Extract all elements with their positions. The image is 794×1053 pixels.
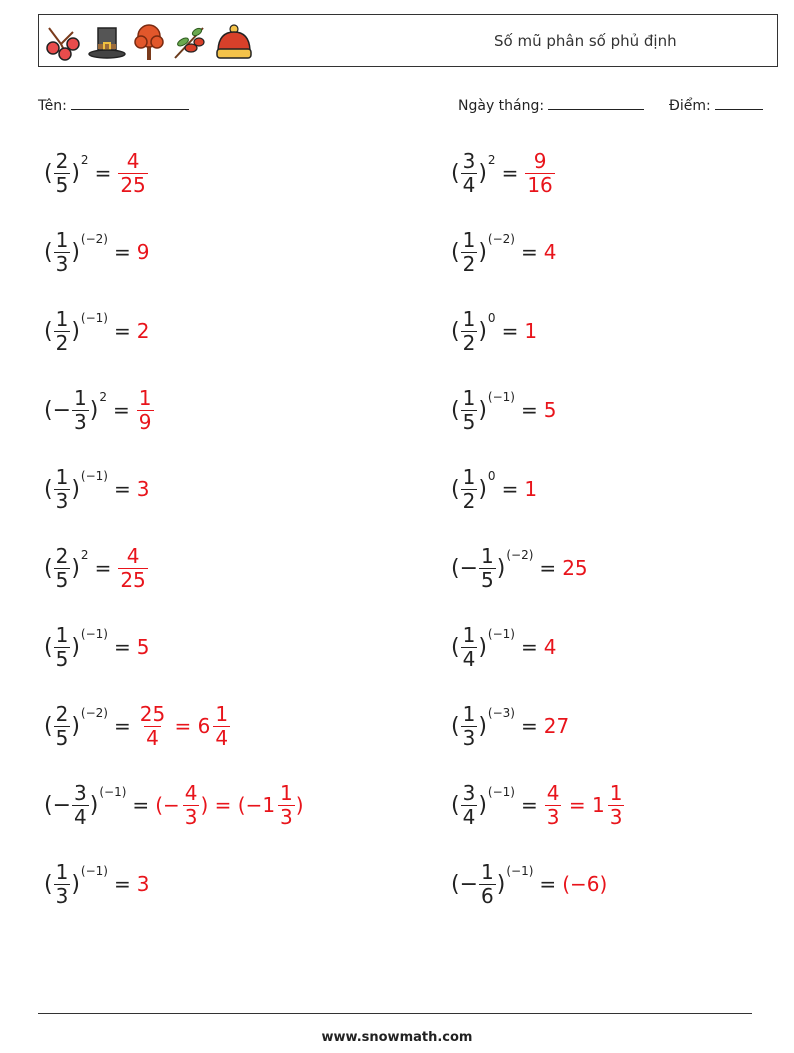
- denominator: 4: [462, 804, 476, 829]
- numerator: 4: [126, 148, 140, 173]
- answer-text: ): [295, 793, 304, 817]
- answer-text: (−6): [562, 872, 608, 896]
- denominator: 3: [280, 804, 293, 829]
- base-fraction: [461, 227, 478, 276]
- equals-sign: =: [520, 240, 538, 264]
- denominator: 3: [546, 804, 560, 829]
- answer-fraction: [608, 780, 625, 829]
- answer-text: 3: [136, 872, 150, 896]
- problem-item: [44, 301, 151, 361]
- problem-item: [44, 854, 151, 914]
- problem-item: [44, 775, 306, 835]
- name-label: Tên:: [38, 98, 67, 114]
- numerator: 1: [280, 780, 293, 805]
- base-fraction: [461, 780, 478, 829]
- close-paren: ): [478, 792, 487, 818]
- open-paren: (: [451, 318, 460, 344]
- open-paren: (: [44, 476, 53, 502]
- answer-fraction: [137, 385, 154, 434]
- numerator: 1: [55, 227, 69, 252]
- exponent: (−2): [487, 232, 515, 246]
- close-paren: ): [71, 555, 80, 581]
- equals-sign: =: [520, 398, 538, 422]
- answer-text: ) = (−1: [200, 793, 276, 817]
- answer: [155, 780, 305, 829]
- answer: [544, 240, 559, 264]
- denominator: 9: [138, 409, 152, 434]
- exponent: 0: [487, 311, 496, 325]
- close-paren: ): [478, 397, 487, 423]
- close-paren: ): [71, 871, 80, 897]
- numerator: 1: [462, 701, 476, 726]
- answer: [544, 398, 559, 422]
- exponent: (−2): [506, 548, 534, 562]
- numerator: 1: [55, 859, 69, 884]
- close-paren: ): [478, 713, 487, 739]
- score-label: Điểm:: [669, 98, 711, 114]
- base-fraction: [461, 385, 478, 434]
- open-paren: (−: [451, 871, 479, 897]
- numerator: 1: [74, 385, 87, 410]
- rosehip-branch-icon: [171, 22, 209, 62]
- denominator: 3: [55, 251, 69, 276]
- numerator: 4: [184, 780, 198, 805]
- denominator: 2: [462, 488, 476, 513]
- problem-item: [451, 459, 539, 519]
- exponent: 2: [99, 390, 107, 404]
- footer-divider: [38, 1013, 752, 1014]
- base-fraction: [479, 543, 496, 592]
- exponent: (−1): [80, 469, 108, 483]
- denominator: 25: [120, 172, 146, 197]
- close-paren: ): [71, 318, 80, 344]
- equals-sign: =: [520, 793, 538, 817]
- base-fraction: [54, 464, 71, 513]
- close-paren: ): [496, 871, 506, 897]
- open-paren: (: [44, 555, 53, 581]
- numerator: 2: [55, 543, 69, 568]
- exponent: 0: [487, 469, 496, 483]
- pilgrim-hat-icon: [87, 22, 127, 62]
- denominator: 16: [527, 172, 553, 197]
- date-blank[interactable]: [548, 95, 644, 110]
- denominator: 4: [215, 725, 229, 750]
- answer: [544, 635, 559, 659]
- open-paren: (: [44, 871, 53, 897]
- answer-fraction: [525, 148, 554, 197]
- close-paren: ): [71, 160, 80, 186]
- problem-item: [451, 143, 556, 203]
- score-blank[interactable]: [715, 95, 763, 110]
- exponent: (−1): [506, 864, 534, 878]
- close-paren: ): [478, 634, 487, 660]
- equals-sign: =: [113, 319, 131, 343]
- numerator: 3: [462, 780, 476, 805]
- base-fraction: [72, 780, 89, 829]
- base-fraction: [54, 543, 71, 592]
- numerator: 2: [55, 701, 69, 726]
- problem-item: [44, 143, 149, 203]
- equals-sign: =: [113, 714, 131, 738]
- close-paren: ): [71, 634, 80, 660]
- equals-sign: =: [113, 398, 130, 422]
- numerator: 3: [74, 780, 87, 805]
- winter-hat-icon: [213, 22, 255, 62]
- answer-fraction: [213, 701, 230, 750]
- open-paren: (: [451, 713, 460, 739]
- open-paren: (: [451, 476, 460, 502]
- worksheet-title: Số mũ phân số phủ định: [494, 32, 677, 50]
- exponent: (−1): [80, 627, 108, 641]
- exponent: 2: [80, 153, 89, 167]
- answer-text: 5: [543, 398, 557, 422]
- exponent: (−1): [80, 311, 108, 325]
- date-field: [458, 95, 644, 114]
- numerator: 4: [126, 543, 140, 568]
- problem-item: [451, 222, 558, 282]
- answer-fraction: [118, 543, 147, 592]
- close-paren: ): [71, 476, 80, 502]
- open-paren: (: [44, 713, 53, 739]
- worksheet-header: [38, 14, 778, 67]
- header-icons: [43, 19, 255, 65]
- open-paren: (: [44, 634, 53, 660]
- equals-sign: =: [113, 635, 131, 659]
- answer: [117, 543, 148, 592]
- close-paren: ): [478, 160, 487, 186]
- problem-item: [44, 617, 151, 677]
- numerator: 1: [138, 385, 152, 410]
- close-paren: ): [478, 476, 487, 502]
- answer-fraction: [278, 780, 295, 829]
- denominator: 4: [462, 172, 476, 197]
- exponent: 2: [487, 153, 496, 167]
- denominator: 2: [55, 330, 69, 355]
- exponent: (−3): [487, 706, 515, 720]
- exponent: (−2): [80, 706, 108, 720]
- answer-text: 1: [524, 319, 538, 343]
- date-label: Ngày tháng:: [458, 98, 545, 114]
- denominator: 4: [462, 646, 476, 671]
- answer-text: 25: [562, 556, 588, 580]
- answer: [524, 477, 539, 501]
- close-paren: ): [496, 555, 506, 581]
- answer: [137, 240, 152, 264]
- close-paren: ): [71, 239, 80, 265]
- denominator: 6: [481, 883, 494, 908]
- denominator: 4: [146, 725, 159, 750]
- numerator: 1: [481, 859, 494, 884]
- denominator: 3: [55, 883, 69, 908]
- problem-item: [451, 538, 590, 598]
- numerator: 1: [609, 780, 623, 805]
- base-fraction: [461, 701, 478, 750]
- denominator: 3: [55, 488, 69, 513]
- problem-item: [451, 380, 558, 440]
- answer-text: 3: [136, 477, 150, 501]
- open-paren: (−: [44, 792, 72, 818]
- exponent: (−1): [487, 785, 515, 799]
- numerator: 1: [462, 622, 476, 647]
- equals-sign: =: [520, 714, 538, 738]
- base-fraction: [461, 148, 478, 197]
- equals-sign: =: [539, 872, 557, 896]
- answer: [117, 148, 148, 197]
- answer: [544, 780, 626, 829]
- base-fraction: [54, 701, 71, 750]
- answer-text: = 6: [168, 714, 211, 738]
- problem-item: [451, 775, 625, 835]
- equals-sign: =: [113, 477, 131, 501]
- equals-sign: =: [501, 477, 519, 501]
- open-paren: (: [44, 160, 53, 186]
- equals-sign: =: [94, 161, 112, 185]
- answer-text: 2: [136, 319, 150, 343]
- autumn-tree-icon: [131, 22, 167, 62]
- base-fraction: [54, 859, 71, 908]
- open-paren: (: [451, 792, 460, 818]
- equals-sign: =: [539, 556, 557, 580]
- numerator: 1: [462, 227, 476, 252]
- base-fraction: [461, 622, 478, 671]
- answer: [137, 635, 152, 659]
- denominator: 2: [462, 251, 476, 276]
- base-fraction: [72, 385, 89, 434]
- answer-text: 5: [136, 635, 150, 659]
- answer: [544, 714, 571, 738]
- name-field: [38, 95, 189, 114]
- denominator: 5: [481, 567, 494, 592]
- open-paren: (: [451, 397, 460, 423]
- denominator: 5: [55, 172, 69, 197]
- answer: [562, 556, 589, 580]
- name-blank[interactable]: [71, 95, 189, 110]
- numerator: 1: [55, 306, 69, 331]
- answer: [524, 148, 555, 197]
- open-paren: (: [451, 160, 460, 186]
- base-fraction: [54, 227, 71, 276]
- problem-item: [451, 696, 571, 756]
- numerator: 4: [546, 780, 560, 805]
- answer-text: 4: [543, 240, 557, 264]
- equals-sign: =: [113, 872, 131, 896]
- exponent: (−1): [487, 627, 515, 641]
- numerator: 1: [215, 701, 229, 726]
- numerator: 3: [462, 148, 476, 173]
- numerator: 25: [139, 701, 166, 726]
- base-fraction: [54, 622, 71, 671]
- denominator: 25: [120, 567, 146, 592]
- denominator: 3: [462, 725, 476, 750]
- answer-text: = 1: [562, 793, 605, 817]
- problem-item: [44, 222, 151, 282]
- equals-sign: =: [501, 319, 519, 343]
- problem-item: [44, 459, 151, 519]
- answer-text: 4: [543, 635, 557, 659]
- denominator: 5: [55, 646, 69, 671]
- numerator: 9: [533, 148, 547, 173]
- numerator: 1: [481, 543, 494, 568]
- open-paren: (−: [44, 397, 72, 423]
- base-fraction: [461, 306, 478, 355]
- answer-text: (−: [155, 793, 180, 817]
- answer: [524, 319, 539, 343]
- denominator: 5: [462, 409, 476, 434]
- answer: [137, 701, 231, 750]
- base-fraction: [54, 306, 71, 355]
- answer: [136, 385, 155, 434]
- problem-item: [44, 538, 149, 598]
- answer: [137, 319, 152, 343]
- problem-item: [451, 301, 539, 361]
- base-fraction: [54, 148, 71, 197]
- answer-fraction: [118, 148, 147, 197]
- open-paren: (: [44, 239, 53, 265]
- numerator: 1: [55, 622, 69, 647]
- open-paren: (: [451, 634, 460, 660]
- answer-fraction: [183, 780, 200, 829]
- denominator: 3: [609, 804, 623, 829]
- answer-fraction: [138, 701, 167, 750]
- footer-url: www.snowmath.com: [321, 1030, 473, 1045]
- open-paren: (: [44, 318, 53, 344]
- open-paren: (−: [451, 555, 479, 581]
- close-paren: ): [478, 239, 487, 265]
- answer-text: 9: [136, 240, 150, 264]
- answer: [562, 872, 609, 896]
- denominator: 3: [184, 804, 198, 829]
- equals-sign: =: [94, 556, 112, 580]
- problem-item: [451, 617, 558, 677]
- base-fraction: [479, 859, 496, 908]
- denominator: 2: [462, 330, 476, 355]
- equals-sign: =: [113, 240, 131, 264]
- problem-item: [44, 380, 155, 440]
- close-paren: ): [89, 397, 99, 423]
- numerator: 1: [462, 385, 476, 410]
- denominator: 5: [55, 567, 69, 592]
- answer-text: 1: [524, 477, 538, 501]
- equals-sign: =: [520, 635, 538, 659]
- problem-item: [451, 854, 609, 914]
- equals-sign: =: [501, 161, 519, 185]
- close-paren: ): [478, 318, 487, 344]
- denominator: 3: [74, 409, 87, 434]
- exponent: (−2): [80, 232, 108, 246]
- exponent: (−1): [80, 864, 108, 878]
- cherries-icon: [43, 22, 83, 62]
- exponent: (−1): [487, 390, 515, 404]
- close-paren: ): [71, 713, 80, 739]
- answer: [137, 477, 152, 501]
- numerator: 1: [462, 464, 476, 489]
- denominator: 5: [55, 725, 69, 750]
- answer: [137, 872, 152, 896]
- answer-fraction: [545, 780, 562, 829]
- numerator: 1: [55, 464, 69, 489]
- open-paren: (: [451, 239, 460, 265]
- exponent: 2: [80, 548, 89, 562]
- denominator: 4: [74, 804, 87, 829]
- equals-sign: =: [132, 793, 150, 817]
- answer-text: 27: [543, 714, 570, 738]
- exponent: (−1): [99, 785, 127, 799]
- problem-item: [44, 696, 231, 756]
- base-fraction: [461, 464, 478, 513]
- close-paren: ): [89, 792, 99, 818]
- numerator: 1: [462, 306, 476, 331]
- numerator: 2: [55, 148, 69, 173]
- score-field: [669, 95, 763, 114]
